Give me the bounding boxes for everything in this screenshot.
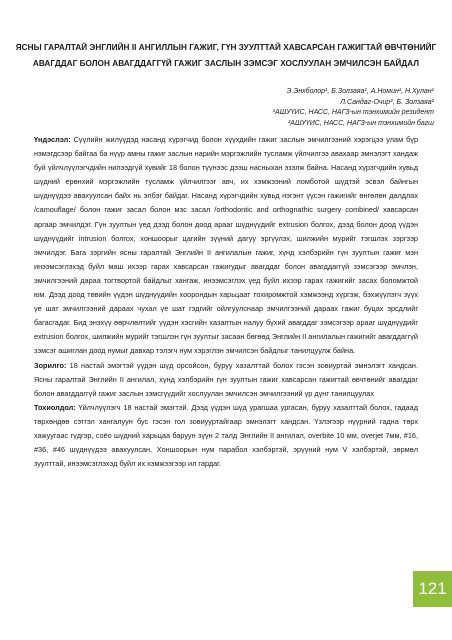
page-number-badge: 121 [413,571,452,607]
affiliation-1: ¹АШУҮИС, НАСС, НАГЗ-ын тэнхимийн резидент [272,109,434,116]
affiliation-2: ²АШУҮИС, НАСС, НАГЗ-ын тэнхимийн багш [287,119,434,127]
goal-paragraph [34,359,418,401]
case-text: Үйлчлүүлэгч 18 настай эмэгтэй. Дээд үүдэн шүд урагшаа ургасан, буруу хазалттай болох, гадаад төрхөндөө сэтгэл хангалуун бус гэсэн гол зовиууртайгаар эмнэлэгт хандсан. Үзлэгээр нүүрний гадна төрх хажуугаас гүдгэр, соёо шүдний харьцаа баруун зүүн 2 талд Энглийн II ангилал, overbite 10 мм, overjet 7мм, #16, #36, #46 шүднүүдээ авахуулсан. Хоншоорын нум парабол хэлбэртэй, эрүүний нум V хэлбэртэй, зөрмөл зуулттай, инээмсэглэхэд буйл их хэмжээгээр ил гардаг. [34,402,418,469]
goal-label: Зорилго: [34,360,67,370]
abstract-body [34,133,418,471]
goal-text: 18 настай эмэгтэй үүдэн шүд орсойсон, буруу хазалттай болох гэсэн зовиуртай эмнэлэгт хандсан. Ясны гаралтай Энглийн II ангилал, хүнд хэлбэрийн гүн зуултын гажиг хавсарсан гажигтай өвчтөнийг авагддаг болон авагддаггүй гажиг заслын зэмсгүүдийг хослуулан эмчилсэн эмчилгээний үр дүнг танилцуулах [34,360,418,398]
paper-title: ЯСНЫ ГАРАЛТАЙ ЭНГЛИЙН II АНГИЛЛЫН ГАЖИГ, ГҮН ЗУУЛТТАЙ ХАВСАРСАН ГАЖИГТАЙ ӨВЧТӨНИЙГ АВАГДДАГ БОЛОН АВАГДДАГГҮЙ ГАЖИГ ЗАСЛЫН ЗЭМСЭГ ХОСЛУУЛАН ЭМЧИЛСЭН БАЙДАЛ [15,43,437,68]
intro-label: Үндэслэл: [34,135,71,144]
intro-text: Сүүлийн жилүүдэд насанд хүрэгчид болон хүүхдийн гажиг заслын эмчилгээний хэрэгцээ улам бүр нэмэгдсээр байгаа ба нүүр амны гажиг заслын нарийн мэргэжлийн тусламж үйлчилгээ авахаар эмнэлэгт хандаж буй үйлчлүүлэгчдийн нилээдгүй хувийг 18 болон түүнээс дээш насныхан эзэлж байна. Насанд хүрэгчдийн хувьд шүдний ерөнхий мэргэжлийн тусламж үйлчилгээг авч, их хэмжээний ломботой шүдтэй эсвэл байнгын шүднүүдээ авахуулсан байх нь элбэг байдаг. Насанд хүрэгчдийн хувьд нэгэнт үүсэн гажигийг өнгөлөн далдлах /camouflage/ болон гажиг засал болон мэс засал /orthodontic and orthognathic surgery combined/ хавсарсан аргаар эмчилдэг. Гүн зуултын үед дээд болон доод арааг шүднүүдийг extrusion болгох, дээд болон доод үүдэн шүднүүдийг intrusion болгох, хоншоорыг цагийн зүүний дагуу эргүүлэх, шилжийн мурийг тэгшлэх зэргээр эмчилдэг. Бага зэргийн ясны гаралтай Энглийн II ангилалын гажиг, хүнд хэлбэрийн гүн зуултын гажиг мэн инээмсэглэхэд буйл маш ихээр гарах хавсарсан гажигудыг авагддаг болон авагддаггүй зэмсэгээр эмчлэн, эмчилгээний дараа тогтвортой байдлыг хангаж, инээмсэглэх үед буйл ихээр гарах гажигийг засах боломжтой юм. Дээд доод төвийн үүдэн шүднүүдийн хоорондын харьцаат тохиромжтой хэмжээнд хүргэж, бэхжүүлэгч зүүх үе шат эмчилгээний дараах чухал үе шат гэдгийг ойлгуулснаар эмчилгээний дараах гажиг буцах эрсдлийг багасгадаг. Бид энэхүү өөрчлөлтийг үүдэн хэсгийн хазалтын налуу бүхий авагддаг зэмсэгээр арааг шүднүүдийг extrusion болгох, шилжийн мурийг тэгшлэн гүн зуултыг засаан бөгөөд Энглийн II ангилалын гажигийг авагддаггүй зэмсэг ашиглан доод нумыг давхар тэлэгч нум хэрэглэн эмчилсэн байдлыг танилцуулж байна. [34,135,418,356]
author-block [134,87,434,129]
case-paragraph [34,401,418,471]
intro-paragraph [34,133,418,359]
case-label: Тохиолдол: [34,402,76,412]
author-line-1: Э.Энхболор¹, Б.Золзаяа¹, А.Номин¹, Н.Хулан¹ [286,88,434,95]
author-line-2: Л.Сандаг-Очир², Б. Золзаяа² [340,98,434,106]
